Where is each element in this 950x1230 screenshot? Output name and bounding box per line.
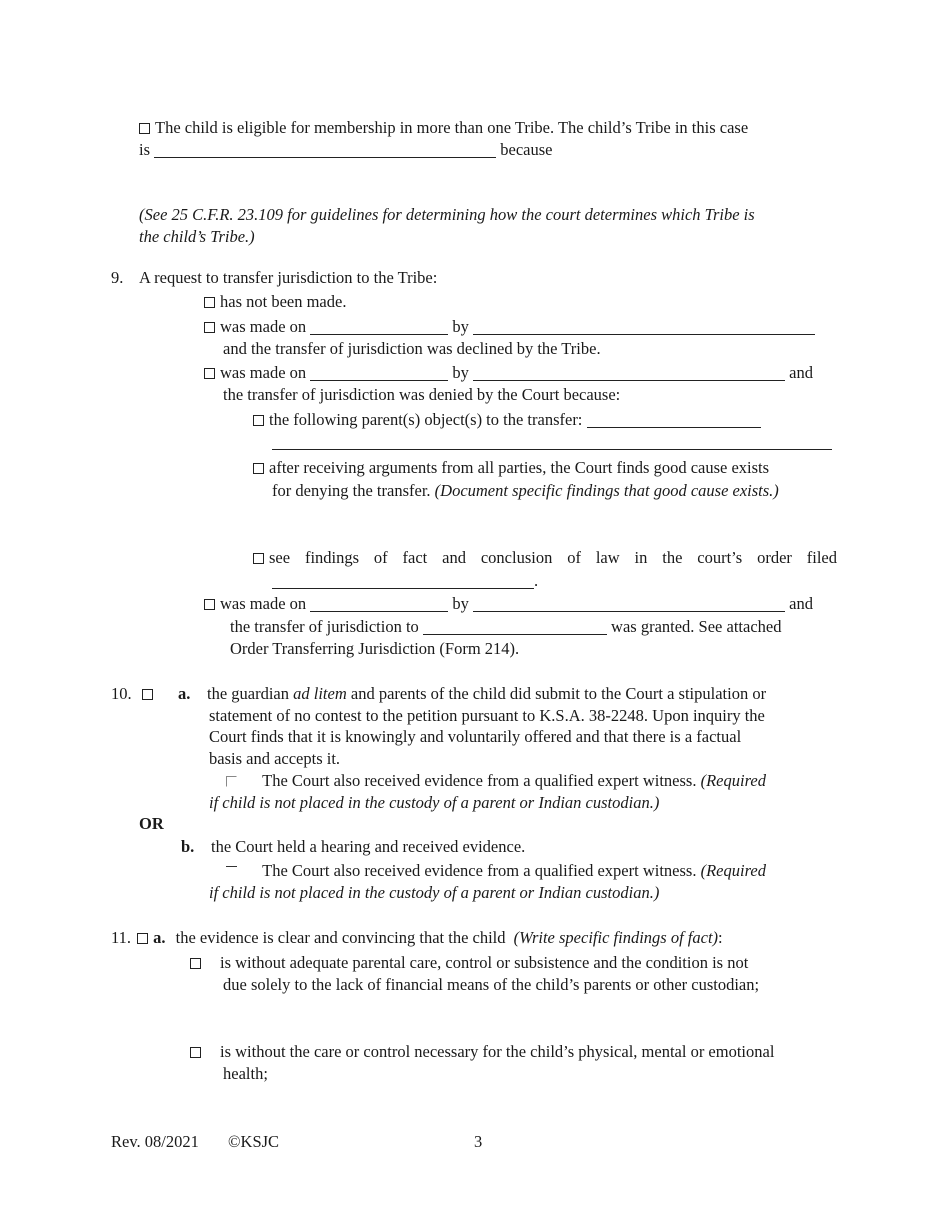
- parent-object-checkbox[interactable]: [253, 415, 264, 426]
- item-10-b-text: the Court held a hearing and received evidence.: [211, 837, 526, 856]
- page-number: 3: [474, 1132, 483, 1151]
- not-made-checkbox[interactable]: [204, 297, 215, 308]
- sub-parent-object: the following parent(s) object(s) to the transfer:: [253, 410, 761, 430]
- item-9-number: 9.: [111, 268, 124, 287]
- declined-text: and the transfer of jurisdiction was declined by the Tribe.: [223, 339, 601, 358]
- granted-checkbox[interactable]: [204, 599, 215, 610]
- item-11-opt-1-checkbox[interactable]: [190, 958, 201, 969]
- declined-checkbox[interactable]: [204, 322, 215, 333]
- item-10-a-line-2: statement of no contest to the petition pursuant to K.S.A. 38-2248. Upon inquiry the: [209, 706, 765, 725]
- footer-copyright: ©KSJC: [228, 1132, 280, 1151]
- or-label: OR: [139, 814, 164, 833]
- declined-date-field[interactable]: [310, 320, 448, 335]
- item-11-opt-2-checkbox[interactable]: [190, 1047, 201, 1058]
- findings-filed-date-field[interactable]: [272, 574, 534, 589]
- item-11-opt-1-line-2: due solely to the lack of financial means of the child’s parents or other custodian;: [223, 975, 760, 994]
- denied-checkbox[interactable]: [204, 368, 215, 379]
- item-10-b-expert-line: The Court also received evidence from a qualified expert witness. (Required: [226, 861, 766, 881]
- sub-see-findings: see findings of fact and conclusion of law in the court’s order filed: [253, 548, 837, 568]
- see-findings-checkbox[interactable]: [253, 553, 264, 564]
- item-10-a-line-1: the guardian ad litem and parents of the child did submit to the Court a stipulation or: [207, 684, 767, 703]
- tribe-note-line-2: the child’s Tribe.): [139, 227, 255, 246]
- parent-object-field[interactable]: [587, 413, 761, 428]
- item-10-a-line-4: basis and accepts it.: [209, 749, 341, 768]
- granted-line-2: the transfer of jurisdiction to was granted. See attached: [230, 617, 782, 636]
- item-11-checkbox[interactable]: [137, 933, 148, 944]
- item-10-a-label: a.: [178, 684, 191, 703]
- sub-good-cause: after receiving arguments from all parties, the Court finds good cause exists: [253, 458, 769, 478]
- parent-object-field-line-2[interactable]: [272, 432, 832, 452]
- good-cause-checkbox[interactable]: [253, 463, 264, 474]
- granted-by-field[interactable]: [473, 597, 785, 612]
- opt-declined: was made on by: [204, 317, 815, 337]
- denied-text: the transfer of jurisdiction was denied by the Court because:: [223, 385, 621, 404]
- item-10-number: 10.: [111, 684, 158, 704]
- good-cause-line-2: for denying the transfer. (Document specific findings that good cause exists.): [272, 481, 779, 500]
- item-10-b-expert-line-2: if child is not placed in the custody of a parent or Indian custodian.): [209, 883, 660, 902]
- item-11-opt-1: is without adequate parental care, control or subsistence and the condition is not: [190, 953, 748, 973]
- item-9-heading: A request to transfer jurisdiction to the Tribe:: [139, 268, 438, 287]
- item-10-a-expert-line: The Court also received evidence from a qualified expert witness. (Required: [226, 771, 766, 791]
- declined-by-field[interactable]: [473, 320, 815, 335]
- tribe-is-label: is: [139, 140, 151, 159]
- item-10-b-label: b.: [181, 837, 195, 856]
- item-10-checkbox[interactable]: [142, 689, 153, 700]
- see-findings-date-line: .: [272, 571, 538, 591]
- tribe-eligibility-checkbox[interactable]: [139, 123, 150, 134]
- granted-date-field[interactable]: [310, 597, 448, 612]
- footer-revision: Rev. 08/2021: [111, 1132, 199, 1151]
- opt-granted: was made on by and: [204, 594, 813, 614]
- granted-tribe-field[interactable]: [423, 620, 607, 635]
- tribe-note-line-1: (See 25 C.F.R. 23.109 for guidelines for determining how the court determines which Tribe is: [139, 205, 755, 224]
- denied-by-field[interactable]: [473, 366, 785, 381]
- tribe-case-line: [139, 140, 552, 160]
- tribe-because-label: because: [500, 140, 553, 159]
- item-10-a-expert-line-2: if child is not placed in the custody of a parent or Indian custodian.): [209, 793, 660, 812]
- item-11-line: 11. a. the evidence is clear and convincing that the child (Write specific findings of fact):: [111, 928, 723, 947]
- granted-line-3: Order Transferring Jurisdiction (Form 214).: [230, 639, 520, 658]
- denied-date-field[interactable]: [310, 366, 448, 381]
- tribe-name-field[interactable]: [154, 143, 496, 158]
- tribe-eligibility-line: [139, 118, 748, 138]
- item-11-opt-2: is without the care or control necessary for the child’s physical, mental or emotional: [190, 1042, 774, 1062]
- opt-not-made: has not been made.: [204, 292, 346, 312]
- item-11-opt-2-line-2: health;: [223, 1064, 268, 1083]
- item-10-a-expert-checkbox[interactable]: [226, 776, 237, 787]
- item-10-b-expert-checkbox[interactable]: [226, 866, 237, 867]
- item-10-a-line-3: Court finds that it is knowingly and voluntarily offered and that there is a factual: [209, 727, 742, 746]
- opt-denied: was made on by and: [204, 363, 813, 383]
- tribe-eligibility-text: The child is eligible for membership in more than one Tribe. The child’s Tribe in this case: [155, 118, 749, 137]
